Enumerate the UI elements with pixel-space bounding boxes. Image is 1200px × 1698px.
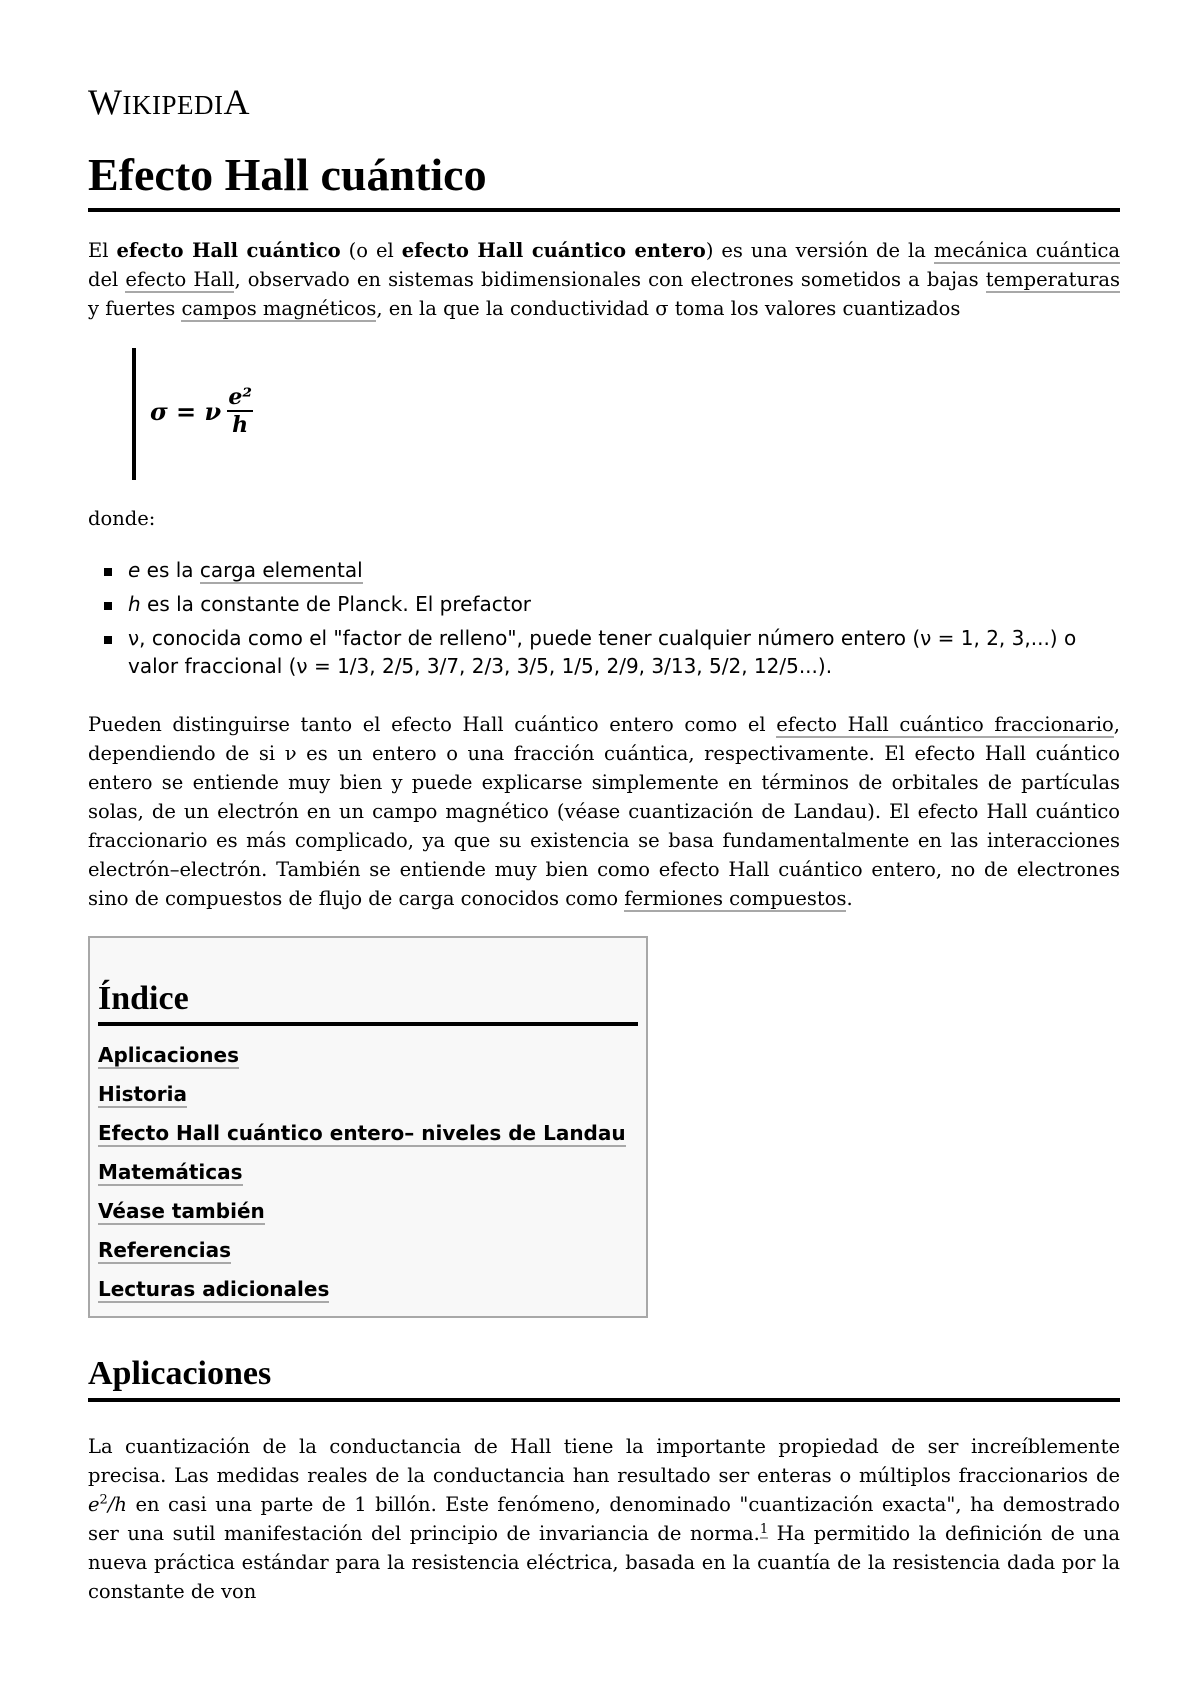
link-mecanica-cuantica[interactable]: mecánica cuántica [933,239,1121,262]
paragraph-text: Ha permitido la definición de una nueva práctica estándar para la resistencia eléctrica, basada en la cuantía de la resistencia dada por la constante de von [88,1522,1120,1603]
section-heading-aplicaciones: Aplicaciones [88,1352,1120,1402]
link-efecto-hall-fraccionario[interactable]: efecto Hall cuántico fraccionario [776,713,1114,736]
variable-list [88,556,1120,686]
toc-item-aplicaciones[interactable]: Aplicaciones [98,1043,240,1067]
toc-item-niveles-de-landau[interactable]: Efecto Hall cuántico entero– niveles de Landau [98,1121,626,1145]
link-fermiones-compuestos[interactable]: fermiones compuestos [624,887,847,910]
intro-text: (o el [340,239,402,262]
donde-label: donde: [88,507,156,530]
link-efecto-hall[interactable]: efecto Hall [125,268,235,291]
intro-paragraph [88,236,1120,323]
list-text: es la [140,558,200,582]
formula-fraction [227,384,253,438]
page-title: Efecto Hall cuántico [88,148,1120,212]
toc-item-matematicas[interactable]: Matemáticas [98,1160,243,1184]
intro-text: ) es una versión de la [705,239,934,262]
wikipedia-logo[interactable] [88,82,250,125]
exponent: 2 [99,1492,108,1508]
variable-h: /h [107,1493,127,1516]
paragraph-text: Pueden distinguirse tanto el efecto Hall cuántico entero como el [88,713,777,736]
formula-lhs: σ = ν [150,396,222,426]
toc-heading: Índice [98,978,638,1026]
link-campos-magneticos[interactable]: campos magnéticos [181,297,377,320]
table-of-contents [88,936,648,1318]
variable-e: e [88,1493,100,1516]
logo-letter-w: W [88,82,123,122]
intro-text: , en la que la conductividad σ toma los valores cuantizados [376,297,961,320]
link-carga-elemental[interactable]: carga elemental [199,558,363,582]
formula-numerator: e² [228,384,252,410]
toc-item-referencias[interactable]: Referencias [98,1238,232,1262]
intro-text: del [88,268,126,291]
variable-h: h [128,592,141,616]
list-text: ν, conocida como el "factor de relleno", puede tener cualquier número entero (ν = 1, 2, 3,...) o valor fraccional (ν = 1/3, 2/5, 3/7, 2/3, 3/5, 1/5, 2/9, 3/13, 5/2, 12/5...). [128,626,1077,678]
paragraph-text: . [846,887,853,910]
logo-letter-a: A [223,82,250,122]
toc-item-lecturas-adicionales[interactable]: Lecturas adicionales [98,1277,330,1301]
variable-e: e [128,558,141,582]
formula-bar [132,348,136,480]
list-item [88,590,1120,618]
intro-text: , observado en sistemas bidimensionales con electrones sometidos a bajas [234,268,986,291]
body-paragraph [88,710,1120,913]
logo-letters: IKIPEDI [122,90,224,120]
toc-item-vease-tambien[interactable]: Véase también [98,1199,265,1223]
toc-item-historia[interactable]: Historia [98,1082,188,1106]
formula-denominator: h [232,412,249,438]
paragraph-text: La cuantización de la conductancia de Hall tiene la importante propiedad de ser increíblemente precisa. Las medidas reales de la conductancia han resultado ser enteras o múltiplos fraccionarios de [88,1435,1120,1487]
paragraph-text: en casi una parte de 1 billón. Este fenómeno, denominado "cuantización exacta", ha demostrado ser una sutil manifestación del principio de invariancia de norma. [88,1493,1120,1545]
paragraph-text: , dependiendo de si ν es un entero o una fracción cuántica, respectivamente. El efecto Hall cuántico entero se entiende muy bien y puede explicarse simplemente en términos de orbitales de partículas solas, de un electrón en un campo magnético (véase cuantización de Landau). El efecto Hall cuántico fraccionario es más complicado, ya que su existencia se basa fundamentalmente en las interacciones electrón–electrón. También se entiende muy bien como efecto Hall cuántico entero, no de electrones sino de compuestos de flujo de carga conocidos como [88,713,1120,910]
intro-text: y fuertes [88,297,182,320]
intro-text: El [88,239,117,262]
link-temperaturas[interactable]: temperaturas [985,268,1120,291]
reference-link-1[interactable]: 1 [759,1521,769,1537]
aplicaciones-paragraph [88,1432,1120,1606]
toc-list [98,1036,638,1309]
list-item [88,624,1120,680]
intro-bold-term: efecto Hall cuántico entero [401,239,706,262]
intro-bold-term: efecto Hall cuántico [116,239,341,262]
hall-conductivity-formula [150,384,253,438]
list-text: es la constante de Planck. El prefactor [140,592,532,616]
list-item [88,556,1120,584]
